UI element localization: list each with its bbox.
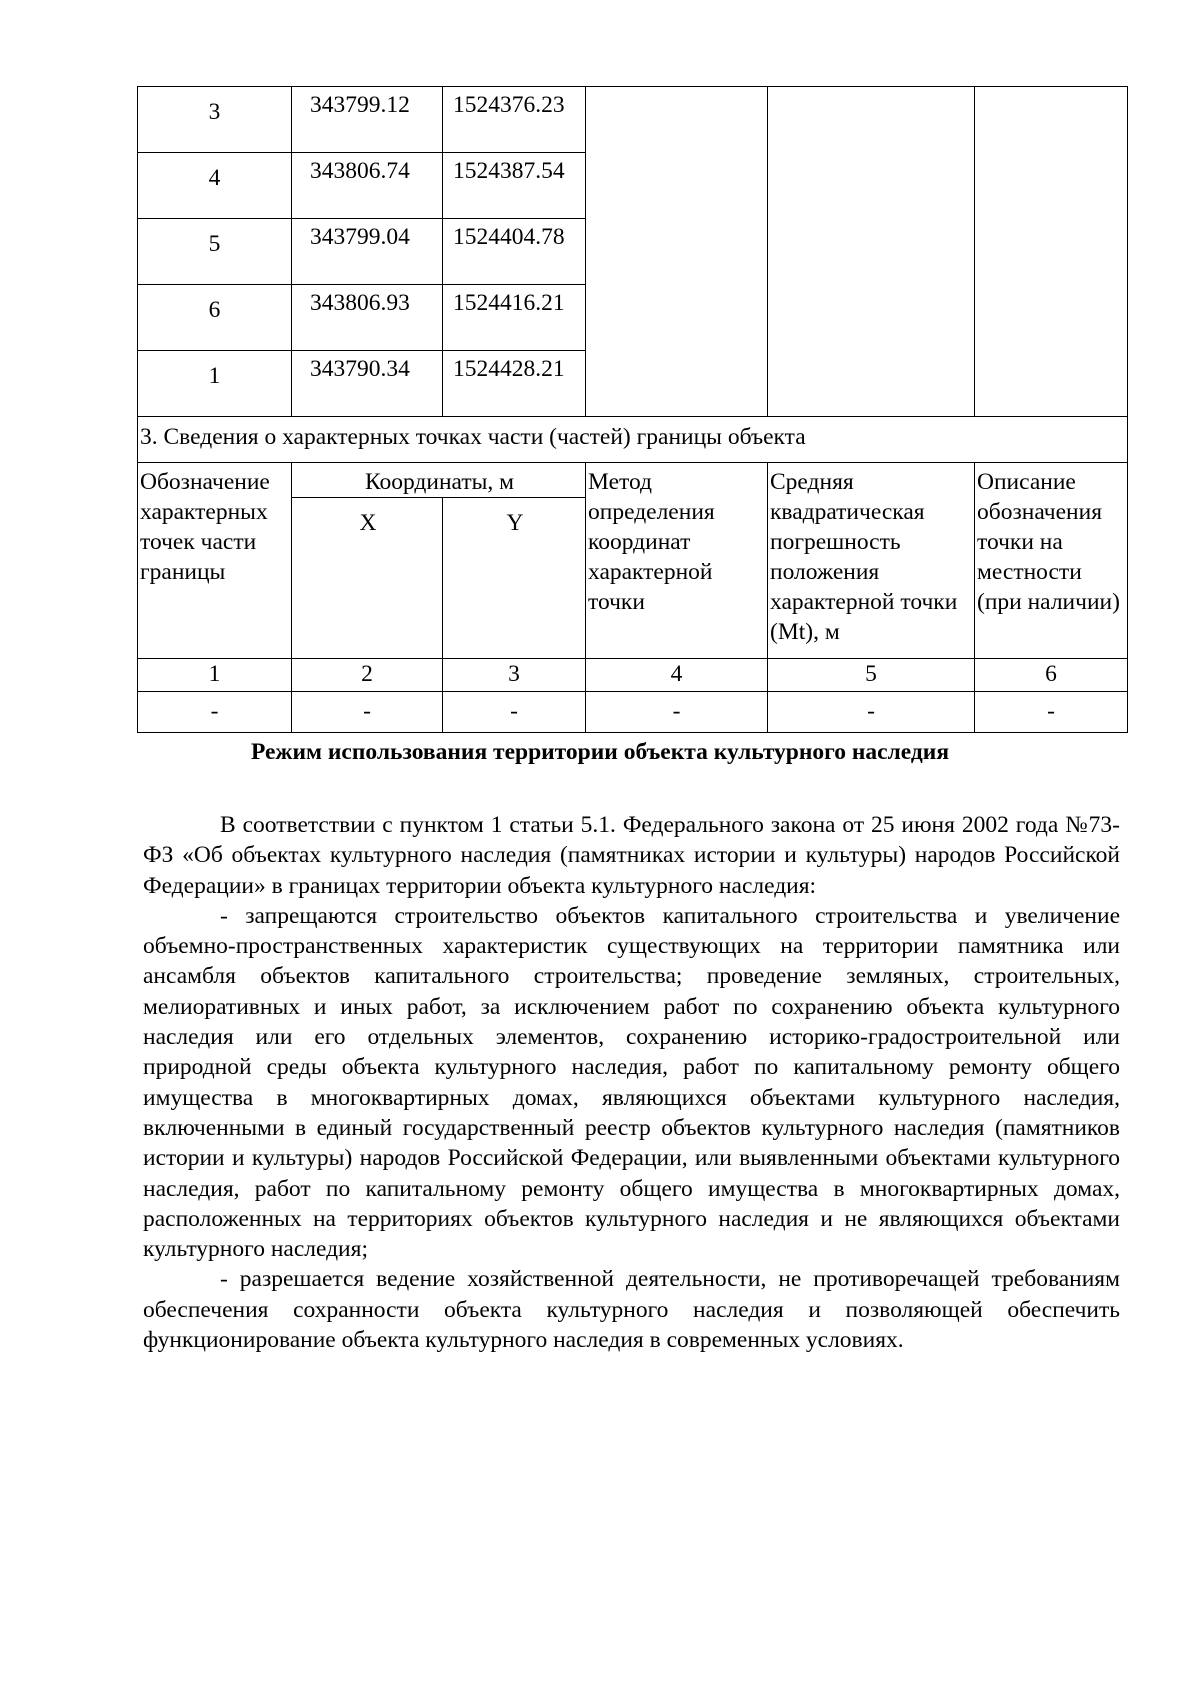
coord-x: 343790.34 xyxy=(292,351,443,417)
table-row xyxy=(138,87,1128,153)
index-cell: 5 xyxy=(768,659,975,692)
empty-cell: - xyxy=(443,692,586,733)
table-row xyxy=(138,692,1128,733)
header-description: Описание обозначения точки на местности (при наличии) xyxy=(975,463,1128,659)
index-row xyxy=(138,659,1128,692)
method-cell xyxy=(586,87,768,417)
empty-cell: - xyxy=(138,692,292,733)
coord-x: 343806.74 xyxy=(292,153,443,219)
index-cell: 2 xyxy=(292,659,443,692)
header-x: X xyxy=(292,498,443,659)
header-coordinates: Координаты, м xyxy=(292,463,586,498)
point-number: 6 xyxy=(138,285,292,351)
coordinates-table xyxy=(137,86,1128,733)
coord-y: 1524376.23 xyxy=(443,87,586,153)
point-number: 1 xyxy=(138,351,292,417)
index-cell: 3 xyxy=(443,659,586,692)
section-title: Режим использования территории объекта культурного наследия xyxy=(250,739,950,765)
header-error: Средняя квадратическая погрешность положения характерной точки (Mt), м xyxy=(768,463,975,659)
header-y: Y xyxy=(443,498,586,659)
coord-x: 343806.93 xyxy=(292,285,443,351)
index-cell: 6 xyxy=(975,659,1128,692)
header-designation: Обозначение характерных точек части границы xyxy=(138,463,292,659)
coord-x: 343799.12 xyxy=(292,87,443,153)
coord-y: 1524416.21 xyxy=(443,285,586,351)
coord-x: 343799.04 xyxy=(292,219,443,285)
paragraph-intro: В соответствии с пунктом 1 статьи 5.1. Федерального закона от 25 июня 2002 года №73-ФЗ «Об объектах культурного наследия (памятниках истории и культуры) народов Российской Федерации» в границах территории объекта культурного наследия: xyxy=(143,812,1120,899)
point-number: 3 xyxy=(138,87,292,153)
header-method: Метод определения координат характерной точки xyxy=(586,463,768,659)
empty-cell: - xyxy=(586,692,768,733)
list-item: - разрешается ведение хозяйственной деятельности, не противоречащей требованиям обеспечения сохранности объекта культурного наследия и позволяющей обеспечить функционирование объекта культурного наследия в современных условиях. xyxy=(143,1266,1120,1354)
coord-y: 1524428.21 xyxy=(443,351,586,417)
empty-cell: - xyxy=(768,692,975,733)
empty-cell: - xyxy=(292,692,443,733)
section-row xyxy=(138,417,1128,463)
header-row xyxy=(138,463,1128,498)
coord-y: 1524404.78 xyxy=(443,219,586,285)
section-3-title: 3. Сведения о характерных точках части (частей) границы объекта xyxy=(138,417,1128,463)
index-cell: 4 xyxy=(586,659,768,692)
point-number: 4 xyxy=(138,153,292,219)
error-cell xyxy=(768,87,975,417)
empty-cell: - xyxy=(975,692,1128,733)
coord-y: 1524387.54 xyxy=(443,153,586,219)
point-number: 5 xyxy=(138,219,292,285)
description-cell xyxy=(975,87,1128,417)
body-text xyxy=(143,810,1120,1355)
list-item: - запрещаются строительство объектов капитального строительства и увеличение объемно-пространственных характеристик существующих на территории памятника или ансамбля объектов капитального строительства; проведение земляных, строительных, мелиоративных и иных работ, за исключением работ по сохранению объекта культурного наследия или его отдельных элементов, сохранению историко-градостроительной или природной среды объекта культурного наследия, работ по капитальному ремонту общего имущества в многоквартирных домах, являющихся объектами культурного наследия, включенными в единый государственный реестр объектов культурного наследия (памятников истории и культуры) народов Российской Федерации, или выявленными объектами культурного наследия, работ по капитальному ремонту общего имущества в многоквартирных домах, расположенных на территориях объектов культурного наследия и не являющихся объектами культурного наследия; xyxy=(143,902,1120,1263)
index-cell: 1 xyxy=(138,659,292,692)
